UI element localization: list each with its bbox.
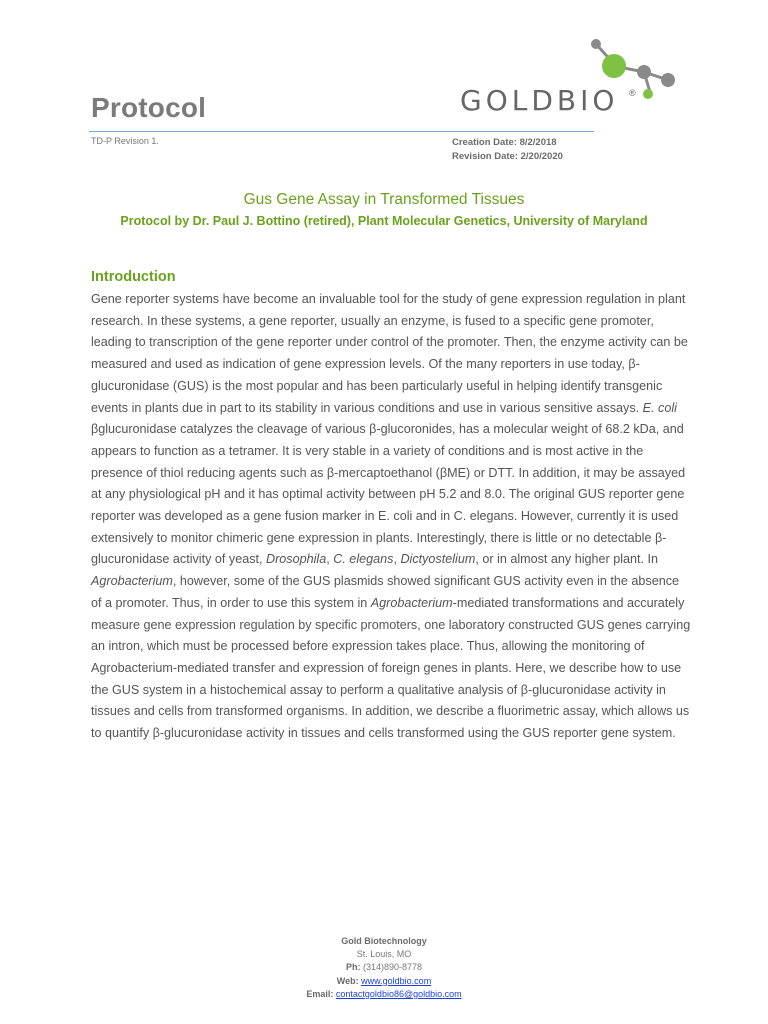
creation-date: Creation Date: 8/2/2018 [452,137,557,148]
revision-label: TD-P Revision 1. [91,136,159,146]
paragraph: Gene reporter systems have become an invaluable tool for the study of gene expression regulation in plant research. In these systems, a gene reporter, usually an enzyme, is fused to a specific gene promoter, leading to transcription of the gene reporter under control of the promoter. Then, the enzyme activity can be measured and used as indication of gene expression levels. Of the many reporters in use today, β-glucuronidase (GUS) is the most popular and has been particularly useful in helping identify transgenic events in plants due in part to its stability in various conditions and use in various sensitive assays. E. coli βglucuronidase catalyzes the cleavage of various β-glucoronides, has a molecular weight of 68.2 kDa, and appears to function as a tetramer. It is very stable in a variety of conditions and is most active in the presence of thiol reducing agents such as β-mercaptoethanol (βME) or DTT. In addition, it may be assayed at any physiological pH and it has optimal activity between pH 5.2 and 8.0. The original GUS reporter gene reporter was developed as a gene fusion marker in E. coli and in C. elegans. However, currently it is used extensively to monitor chimeric gene expression in plants. Interestingly, there is little or no detectable β-glucuronidase activity of yeast, Drosophila, C. elegans, Dictyostelium, or in almost any higher plant. In Agrobacterium, however, some of the GUS plasmids showed significant GUS activity even in the absence of a promoter. Thus, in order to use this system in Agrobacterium-mediated transformations and accurately measure gene expression regulation by specific promoters, one laboratory constructed GUS genes carrying an intron, which must be processed before expression takes place. Thus, allowing the monitoring of Agrobacterium-mediated transfer and expression of foreign genes in plants. Here, we describe how to use the GUS system in a histochemical assay to perform a qualitative analysis of β-glucuronidase activity in tissues and cells from transformed organisms. In addition, we describe a fluorimetric assay, which allows us to quantify β-glucuronidase activity in tissues and cells transformed using the GUS reporter gene system. [91,292,691,741]
document-type-heading: Protocol [91,92,207,123]
footer-phone [0,961,768,974]
date-block [452,136,563,164]
italic-term: Agrobacterium [370,595,453,610]
footer-company: Gold Biotechnology [341,936,427,946]
italic-term: Dictyostelium [400,552,476,567]
protocol-author: Protocol by Dr. Paul J. Bottino (retired), Plant Molecular Genetics, University of Maryland [120,214,648,228]
italic-term: Agrobacterium [91,574,173,589]
goldbio-logo [456,34,686,124]
text-run: Gene reporter systems have become an invaluable tool for the study of gene expression regulation in plant research. In these systems, a gene reporter, usually an enzyme, is fused to a specific gene promoter, leading to transcription of the gene reporter under control of the promoter. Then, the enzyme activity can be measured and used as indication of gene expression levels. Of the many reporters in use today, β-glucuronidase (GUS) is the most popular and has been particularly useful in helping identify transgenic events in plants due in part to its stability in various conditions and use in various sensitive assays. [91,292,688,415]
web-link[interactable]: www.goldbio.com [361,975,432,986]
italic-term: Drosophila [266,552,327,567]
text-run: βglucuronidase catalyzes the cleavage of various β-glucoronides, has a molecular weight of 68.2 kDa, and appears to function as a tetramer. It is very stable in a variety of conditions and is most active in the presence of thiol reducing agents such as β-mercaptoethanol (βME) or DTT. In addition, it may be assayed at any physiological pH and it has optimal activity between pH 5.2 and 8.0. The original GUS reporter gene reporter was developed as a gene fusion marker in E. coli and in C. elegans. However, currently it is used extensively to monitor chimeric gene expression in plants. Interestingly, there is little or no detectable β-glucuronidase activity of yeast, [91,422,686,567]
text-run: -mediated transformations and accurately measure gene expression regulation by specific promoters, one laboratory constructed GUS genes carrying an intron, which must be processed before expression takes place. Thus, allowing the monitoring of Agrobacterium-mediated transfer and expression of foreign genes in plants. Here, we describe how to use the GUS system in a histochemical assay to perform a qualitative analysis of β-glucuronidase activity in tissues and cells from transformed organisms. In addition, we describe a fluorimetric assay, which allows us to quantify β-glucuronidase activity in tissues and cells transformed using the GUS reporter gene system. [91,595,691,741]
email-label: Email: [306,988,334,999]
italic-term: E. coli [642,400,677,415]
email-link[interactable]: contactgoldbio86@goldbio.com [335,988,462,999]
section-heading-introduction: Introduction [91,269,176,285]
phone-label: Ph: [345,962,361,973]
text-run: , or in almost any higher plant. In [475,552,659,567]
registered-mark: ® [629,88,636,98]
footer-contact [0,935,768,1001]
text-run: , however, some of the GUS plasmids showed significant GUS activity even in the absence of a promoter. Thus, in order to use this system in [91,574,680,610]
footer-email [0,988,768,1001]
header-divider [89,131,594,132]
web-label: Web: [336,975,359,986]
protocol-title: Gus Gene Assay in Transformed Tissues [243,191,525,208]
footer-web [0,975,768,988]
phone-value: (314)890-8778 [362,962,423,973]
introduction-paragraph [91,289,691,745]
revision-date: Revision Date: 2/20/2020 [452,151,563,162]
footer-city: St. Louis, MO [356,949,412,960]
italic-term: C. elegans [333,552,394,567]
logo-wordmark: GOLDBIO [460,84,619,117]
